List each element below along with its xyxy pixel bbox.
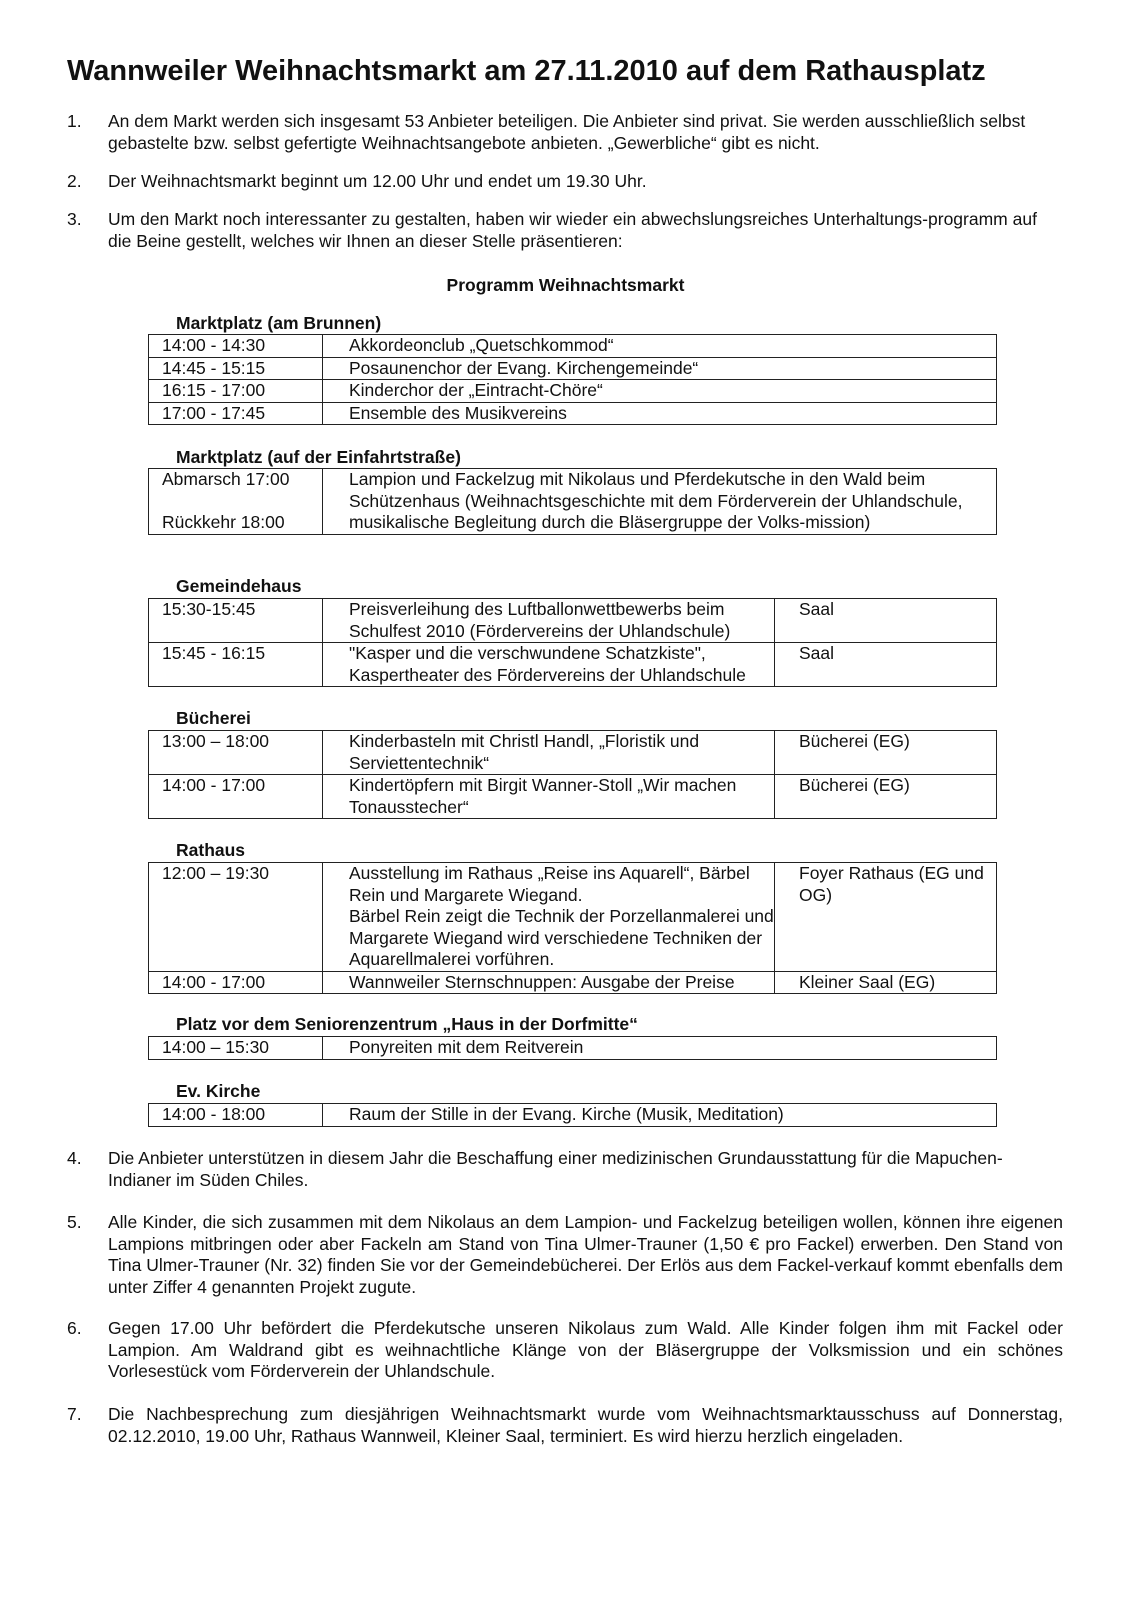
section-heading: Bücherei bbox=[176, 708, 251, 728]
table-row bbox=[149, 402, 997, 425]
list-item bbox=[67, 1212, 1063, 1298]
table-row bbox=[149, 731, 997, 775]
item-text: Gegen 17.00 Uhr befördert die Pferdekutsche unseren Nikolaus zum Wald. Alle Kinder folgen ihm mit Fackel oder Lampion. Am Waldrand gibt es weihnachtliche Klänge von der Bläsergruppe der Volksmission und ein schönes Vorlesestück vom Förderverein der Uhlandschule. bbox=[108, 1318, 1063, 1381]
schedule-table bbox=[148, 468, 997, 535]
time-cell: 14:00 - 14:30 bbox=[149, 335, 323, 358]
description-cell: Kindertöpfern mit Birgit Wanner-Stoll „Wir machen Tonausstecher“ bbox=[323, 775, 775, 819]
list-item bbox=[67, 111, 1063, 154]
description-cell: Kinderbasteln mit Christl Handl, „Floristik und Serviettentechnik“ bbox=[323, 731, 775, 775]
item-text: Um den Markt noch interessanter zu gestalten, haben wir wieder ein abwechslungsreiches Unterhaltungs-programm auf die Beine gestellt, welches wir Ihnen an dieser Stelle präsentieren: bbox=[108, 209, 1037, 251]
time-cell: 15:45 - 16:15 bbox=[149, 643, 323, 687]
description-text-continued: Bärbel Rein zeigt die Technik der Porzellanmalerei und Margarete Wiegand wird verschiedene Techniken der Aquarellmalerei vorführen. bbox=[349, 906, 774, 969]
time-cell: 14:00 - 18:00 bbox=[149, 1104, 323, 1127]
schedule-table bbox=[148, 862, 997, 994]
description-cell: "Kasper und die verschwundene Schatzkiste", Kaspertheater des Fördervereins der Uhlandschule bbox=[323, 643, 775, 687]
time-cell: 16:15 - 17:00 bbox=[149, 380, 323, 403]
time-end: Rückkehr 18:00 bbox=[162, 512, 285, 532]
list-item bbox=[67, 1318, 1063, 1383]
item-number: 5. bbox=[67, 1212, 82, 1232]
description-cell: Kinderchor der „Eintracht-Chöre“ bbox=[323, 380, 997, 403]
list-item bbox=[67, 171, 1063, 193]
schedule-table bbox=[148, 1036, 997, 1060]
description-cell: Raum der Stille in der Evang. Kirche (Musik, Meditation) bbox=[323, 1104, 997, 1127]
item-number: 6. bbox=[67, 1318, 82, 1338]
place-cell: Saal bbox=[775, 599, 997, 643]
description-cell bbox=[323, 863, 775, 972]
schedule-table bbox=[148, 334, 997, 425]
list-item bbox=[67, 1404, 1063, 1447]
description-cell: Preisverleihung des Luftballonwettbewerbs beim Schulfest 2010 (Fördervereins der Uhlandschule) bbox=[323, 599, 775, 643]
time-cell: 14:00 - 17:00 bbox=[149, 775, 323, 819]
time-cell: 13:00 – 18:00 bbox=[149, 731, 323, 775]
table-row bbox=[149, 971, 997, 994]
place-cell: Saal bbox=[775, 643, 997, 687]
schedule-table bbox=[148, 730, 997, 819]
table-row bbox=[149, 380, 997, 403]
item-number: 3. bbox=[67, 209, 82, 229]
table-row bbox=[149, 643, 997, 687]
table-row bbox=[149, 1037, 997, 1060]
list-item bbox=[67, 1148, 1063, 1191]
time-cell: 14:00 – 15:30 bbox=[149, 1037, 323, 1060]
program-heading: Programm Weihnachtsmarkt bbox=[446, 275, 685, 295]
time-start: Abmarsch 17:00 bbox=[162, 469, 290, 489]
item-text: An dem Markt werden sich insgesamt 53 Anbieter beteiligen. Die Anbieter sind privat. Sie werden ausschließlich selbst gebastelte bzw. selbst gefertigte Weihnachtsangebote anbieten. „Gewerbliche“ gibt es nicht. bbox=[108, 111, 1026, 153]
table-row bbox=[149, 335, 997, 358]
item-number: 1. bbox=[67, 111, 82, 131]
description-text: Ausstellung im Rathaus „Reise ins Aquarell“, Bärbel Rein und Margarete Wiegand. bbox=[349, 863, 750, 905]
section-heading: Rathaus bbox=[176, 840, 246, 860]
schedule-table bbox=[148, 598, 997, 687]
item-text: Der Weihnachtsmarkt beginnt um 12.00 Uhr und endet um 19.30 Uhr. bbox=[108, 171, 647, 191]
item-text: Die Nachbesprechung zum diesjährigen Weihnachtsmarkt wurde vom Weihnachtsmarktausschuss auf Donnerstag, 02.12.2010, 19.00 Uhr, Rathaus Wannweil, Kleiner Saal, terminiert. Es wird hierzu herzlich eingeladen. bbox=[108, 1404, 1063, 1446]
description-cell: Ensemble des Musikvereins bbox=[323, 402, 997, 425]
place-cell: Bücherei (EG) bbox=[775, 731, 997, 775]
table-row bbox=[149, 1104, 997, 1127]
list-item bbox=[67, 209, 1063, 252]
description-cell: Wannweiler Sternschnuppen: Ausgabe der Preise bbox=[323, 971, 775, 994]
time-cell: 17:00 - 17:45 bbox=[149, 402, 323, 425]
description-cell: Ponyreiten mit dem Reitverein bbox=[323, 1037, 997, 1060]
description-cell: Lampion und Fackelzug mit Nikolaus und Pferdekutsche in den Wald beim Schützenhaus (Weihnachtsgeschichte mit dem Förderverein der Uhlandschule, musikalische Begleitung durch die Bläsergruppe der Volks-mission) bbox=[323, 469, 997, 535]
time-cell: 12:00 – 19:30 bbox=[149, 863, 323, 972]
place-cell: Bücherei (EG) bbox=[775, 775, 997, 819]
place-cell: Kleiner Saal (EG) bbox=[775, 971, 997, 994]
section-heading: Marktplatz (am Brunnen) bbox=[176, 313, 382, 333]
item-text: Die Anbieter unterstützen in diesem Jahr die Beschaffung einer medizinischen Grundausstattung für die Mapuchen-Indianer im Süden Chiles. bbox=[108, 1148, 1003, 1190]
section-heading: Gemeindehaus bbox=[176, 576, 302, 596]
table-row bbox=[149, 863, 997, 972]
item-number: 2. bbox=[67, 171, 82, 191]
description-cell: Posaunenchor der Evang. Kirchengemeinde“ bbox=[323, 357, 997, 380]
table-row bbox=[149, 357, 997, 380]
document-title: Wannweiler Weihnachtsmarkt am 27.11.2010 auf dem Rathausplatz bbox=[67, 55, 986, 87]
time-cell bbox=[149, 469, 323, 535]
item-number: 7. bbox=[67, 1404, 82, 1424]
time-cell: 15:30-15:45 bbox=[149, 599, 323, 643]
description-cell: Akkordeonclub „Quetschkommod“ bbox=[323, 335, 997, 358]
table-row bbox=[149, 599, 997, 643]
item-text: Alle Kinder, die sich zusammen mit dem Nikolaus an dem Lampion- und Fackelzug beteiligen wollen, können ihre eigenen Lampions mitbringen oder aber Fackeln am Stand von Tina Ulmer-Trauner (1,50 € pro Fackel) erwerben. Den Stand von Tina Ulmer-Trauner (Nr. 32) finden Sie vor der Gemeindebücherei. Der Erlös aus dem Fackel-verkauf kommt ebenfalls dem unter Ziffer 4 genannten Projekt zugute. bbox=[108, 1212, 1063, 1297]
place-cell: Foyer Rathaus (EG und OG) bbox=[775, 863, 997, 972]
time-cell: 14:45 - 15:15 bbox=[149, 357, 323, 380]
table-row bbox=[149, 469, 997, 535]
schedule-table bbox=[148, 1103, 997, 1127]
section-heading: Ev. Kirche bbox=[176, 1081, 261, 1101]
time-cell: 14:00 - 17:00 bbox=[149, 971, 323, 994]
table-row bbox=[149, 775, 997, 819]
section-heading: Marktplatz (auf der Einfahrtstraße) bbox=[176, 447, 461, 467]
section-heading: Platz vor dem Seniorenzentrum „Haus in der Dorfmitte“ bbox=[176, 1014, 638, 1034]
item-number: 4. bbox=[67, 1148, 82, 1168]
